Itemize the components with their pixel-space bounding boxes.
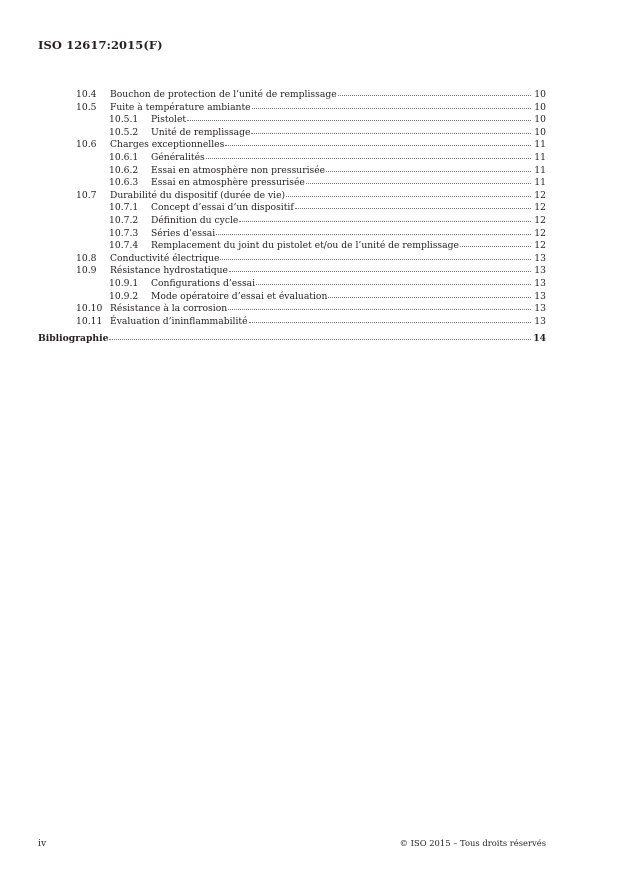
toc-entry-number: 10.9.1 bbox=[109, 277, 139, 289]
toc-entry-page: 11 bbox=[534, 151, 546, 163]
toc-entry-number: 10.7.2 bbox=[109, 214, 139, 226]
toc-entry-page: 10 bbox=[534, 126, 546, 138]
toc-entry-number: 10.8 bbox=[76, 252, 97, 264]
toc-entry[interactable] bbox=[38, 332, 546, 345]
toc-entry-title: Concept d’essai d’un dispositif bbox=[151, 202, 294, 214]
toc-leader-dots bbox=[228, 301, 531, 310]
toc-entry-number: 10.5.1 bbox=[109, 114, 139, 126]
toc-leader-dots bbox=[220, 251, 531, 260]
toc-leader-dots bbox=[225, 137, 531, 146]
toc-entry-number: 10.4 bbox=[76, 89, 97, 100]
toc-leader-dots bbox=[187, 112, 531, 121]
toc-entry-title: Essai en atmosphère non pressurisée bbox=[151, 164, 326, 176]
toc-leader-dots bbox=[460, 238, 531, 247]
toc-entry-page: 11 bbox=[534, 177, 546, 189]
toc-leader-dots bbox=[249, 314, 531, 323]
toc-entry-page: 13 bbox=[534, 290, 546, 302]
toc-entry-number: 10.9 bbox=[76, 265, 97, 277]
toc-entry-number: 10.9.2 bbox=[109, 290, 139, 302]
toc-leader-dots bbox=[328, 289, 531, 298]
toc-entry-page: 13 bbox=[534, 252, 546, 264]
toc-entry-page: 10 bbox=[534, 101, 546, 113]
toc-entry-page: 14 bbox=[533, 333, 546, 345]
toc-entry-page: 12 bbox=[534, 227, 546, 239]
toc-entry-title: Généralités bbox=[151, 151, 205, 163]
toc-entry-number: 10.7.3 bbox=[109, 227, 139, 239]
toc-entry-page: 13 bbox=[534, 315, 546, 327]
toc-entry[interactable] bbox=[38, 315, 546, 328]
toc-leader-dots bbox=[295, 200, 531, 209]
toc-leader-dots bbox=[109, 331, 531, 340]
toc-entry-title: Durabilité du dispositif (durée de vie) bbox=[110, 189, 286, 201]
toc-entry-number: 10.11 bbox=[76, 315, 103, 327]
toc-entry-title: Configurations d’essai bbox=[151, 277, 256, 289]
toc-entry-title: Mode opératoire d’essai et évaluation bbox=[151, 290, 328, 302]
toc-entry-title: Fuite à température ambiante bbox=[110, 101, 251, 113]
toc-entry-title: Pistolet bbox=[151, 114, 187, 126]
toc-entry-title: Charges exceptionnelles bbox=[110, 139, 225, 151]
toc-leader-dots bbox=[239, 213, 531, 222]
toc-entry-page: 10 bbox=[534, 114, 546, 126]
toc-leader-dots bbox=[326, 163, 531, 172]
toc-entry-number: 10.6.3 bbox=[109, 177, 139, 189]
toc-entry-number: 10.7.1 bbox=[109, 202, 139, 214]
toc-entry-title: Conductivité électrique bbox=[110, 252, 220, 264]
toc-entry-title: Bibliographie bbox=[38, 333, 109, 345]
toc-leader-dots bbox=[338, 87, 531, 96]
toc-entry-title: Unité de remplissage bbox=[151, 126, 251, 138]
toc-entry-page: 12 bbox=[534, 214, 546, 226]
toc-leader-dots bbox=[252, 100, 531, 109]
toc-entry-page: 11 bbox=[534, 164, 546, 176]
toc-entry-number: 10.10 bbox=[76, 303, 103, 315]
toc-entry-title: Bouchon de protection de l’unité de remplissage bbox=[110, 89, 337, 100]
toc-leader-dots bbox=[229, 263, 531, 272]
toc-entry-title: Remplacement du joint du pistolet et/ou de l’unité de remplissage bbox=[151, 240, 459, 252]
toc-entry-title: Résistance hydrostatique bbox=[110, 265, 228, 277]
toc-entry-title: Séries d’essai bbox=[151, 227, 216, 239]
toc-entry-number: 10.6.2 bbox=[109, 164, 139, 176]
toc-leader-dots bbox=[286, 188, 531, 197]
toc-leader-dots bbox=[206, 150, 531, 159]
toc-entry-number: 10.5 bbox=[76, 101, 97, 113]
toc-leader-dots bbox=[256, 276, 531, 285]
toc-entry-page: 11 bbox=[534, 139, 546, 151]
toc-entry-title: Résistance à la corrosion bbox=[110, 303, 228, 315]
toc-leader-dots bbox=[216, 226, 531, 235]
toc-leader-dots bbox=[306, 175, 531, 184]
table-of-contents bbox=[38, 88, 546, 345]
toc-entry-page: 12 bbox=[534, 240, 546, 252]
toc-entry-title: Évaluation d’ininflammabilité bbox=[110, 315, 248, 327]
toc-entry-number: 10.7 bbox=[76, 189, 97, 201]
toc-entry-title: Essai en atmosphère pressurisée bbox=[151, 177, 305, 189]
toc-entry-title: Définition du cycle bbox=[151, 214, 239, 226]
toc-entry-page: 13 bbox=[534, 303, 546, 315]
toc-entry-page: 13 bbox=[534, 265, 546, 277]
toc-leader-dots bbox=[251, 125, 531, 134]
toc-entry-page: 13 bbox=[534, 277, 546, 289]
toc-entry-number: 10.7.4 bbox=[109, 240, 139, 252]
document-header: ISO 12617:2015(F) bbox=[38, 38, 163, 52]
toc-entry-number: 10.5.2 bbox=[109, 126, 139, 138]
toc-entry-page: 12 bbox=[534, 189, 546, 201]
toc-entry-number: 10.6 bbox=[76, 139, 97, 151]
copyright-notice: © ISO 2015 – Tous droits réservés bbox=[399, 838, 546, 848]
toc-entry-number: 10.6.1 bbox=[109, 151, 139, 163]
toc-entry-page: 10 bbox=[534, 89, 546, 100]
page-number: iv bbox=[38, 838, 47, 849]
toc-entry-page: 12 bbox=[534, 202, 546, 214]
